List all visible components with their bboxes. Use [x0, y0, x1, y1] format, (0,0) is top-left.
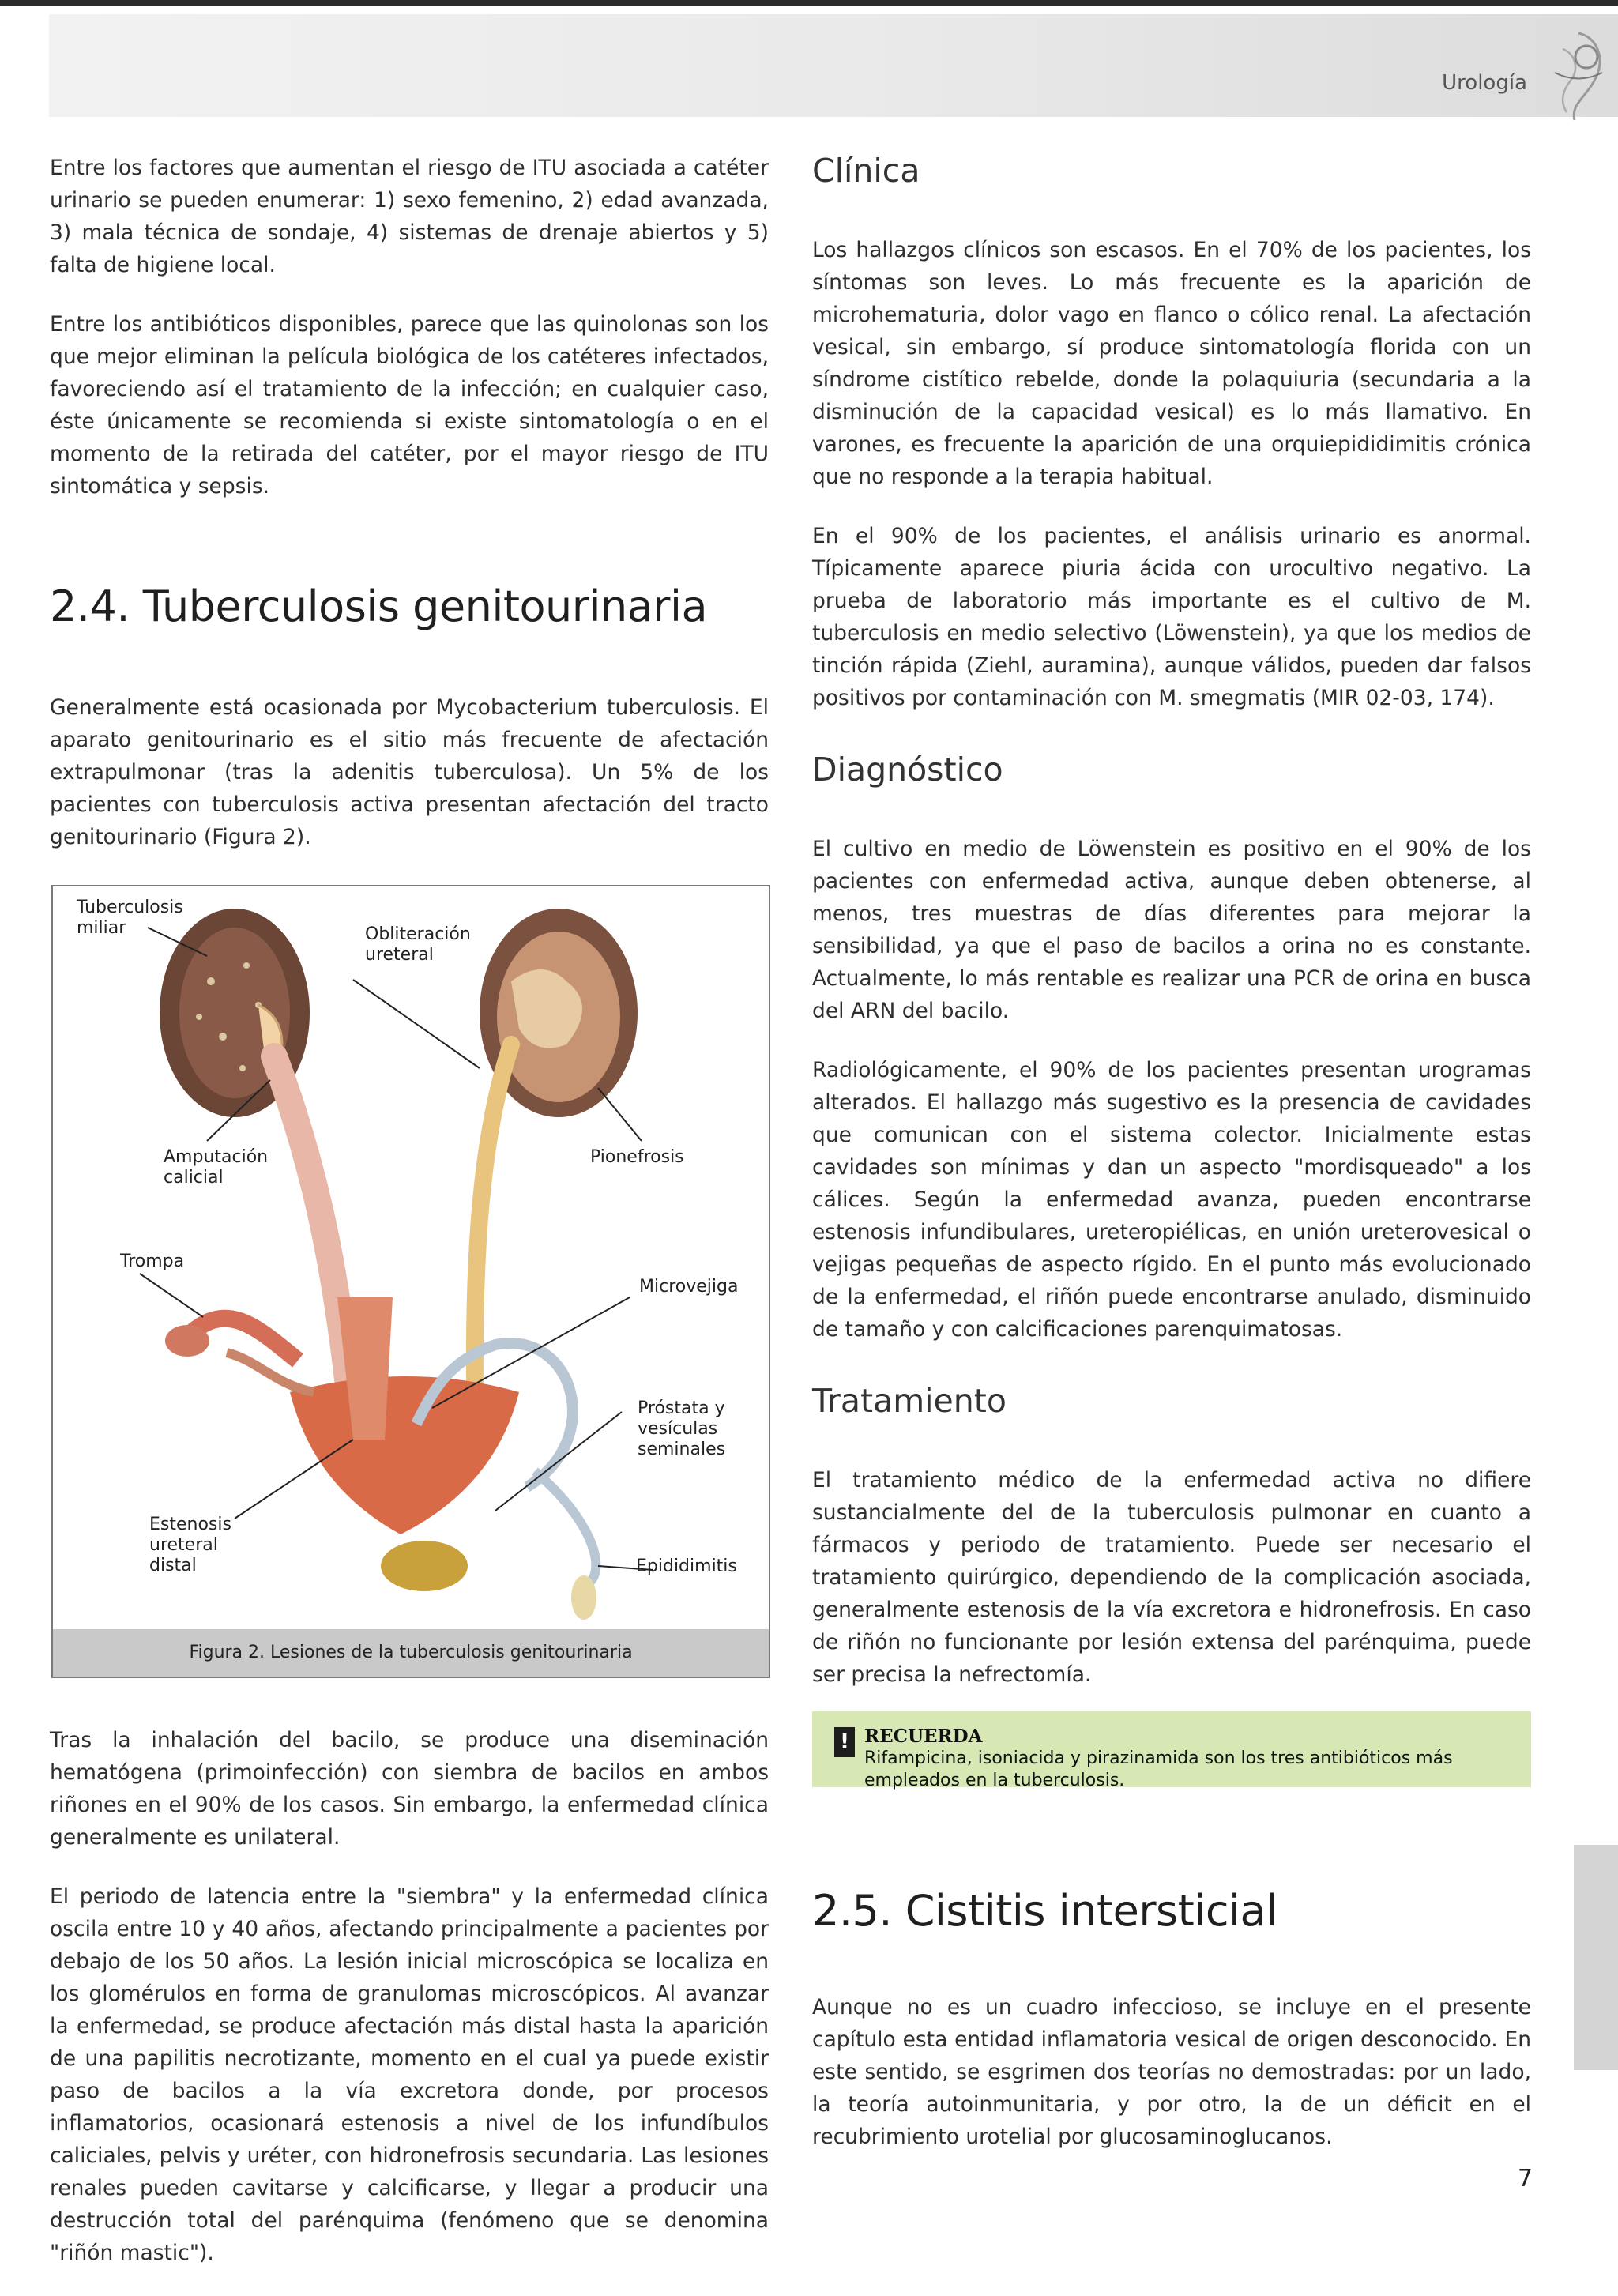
label-trompa: Trompa	[120, 1252, 185, 1271]
decorative-logo-icon	[1531, 25, 1610, 128]
label-pionefrosis: Pionefrosis	[590, 1147, 684, 1167]
side-tab	[1574, 1845, 1618, 2070]
left-column	[50, 152, 769, 2296]
label-microvejiga: Microvejiga	[639, 1277, 739, 1297]
recuerda-box	[812, 1711, 1531, 1790]
label-prostata: Próstata y vesículas seminales	[638, 1398, 726, 1459]
label-estenosis-ureteral: Estenosis ureteral distal	[149, 1515, 231, 1575]
paragraph-latency: El periodo de latencia entre la "siembra" y la enfermedad clínica oscila entre 10 y 40 años, afectando principalmente a pacientes por debajo de los 50 años. La lesión inicial microscópica se localiza en los glomérulos en forma de granulomas microscópicos. Al avanzar la enfermedad, se produce afectación más distal hasta la aparición de una papilitis necrotizante, momento en el cual ya puede existir paso de bacilos a la vía excretora donde, por procesos inflamatorios, ocasionará estenosis a nivel de los infundíbulos caliciales, pelvis y uréter, con hidronefrosis secundaria. Las lesiones renales pueden cavitarse y calcificarse, y llegar a producir una destrucción total del parénquima (fenómeno que se denomina "riñón mastic").	[50, 1884, 769, 2265]
recuerda-title: RECUERDA	[864, 1726, 983, 1747]
recuerda-text: Rifampicina, isoniacida y pirazinamida son los tres antibióticos más empleados en la tuberculosis.	[864, 1748, 1453, 1790]
heading-tratamiento: Tratamiento	[812, 1382, 1007, 1420]
label-epididimitis: Epididimitis	[636, 1556, 737, 1576]
figure-2	[51, 885, 770, 1678]
paragraph-dissemination: Tras la inhalación del bacilo, se produce una diseminación hematógena (primoinfección) con siembra de bacilos en ambos riñones en el 90% de los casos. Sin embargo, la enfermedad clínica generalmente es unilateral.	[50, 1728, 769, 1850]
paragraph-tb-intro: Generalmente está ocasionada por Mycobacterium tuberculosis. El aparato genitourinario es el sitio más frecuente de afectación extrapulmonar (tras la adenitis tuberculosa). Un 5% de los pacientes con tuberculosis activa presentan afectación del tracto genitourinario (Figura 2).	[50, 695, 769, 849]
right-column	[812, 152, 1531, 2180]
exclamation-icon: !	[834, 1727, 855, 1757]
label-amputacion-calicial: Amputación calicial	[164, 1147, 269, 1188]
paragraph-catheter-factors: Entre los factores que aumentan el riesgo de ITU asociada a catéter urinario se pueden enumerar: 1) sexo femenino, 2) edad avanzada, 3) mala técnica de sondaje, 4) sistemas de drenaje abiertos y 5) falta de higiene local.	[50, 156, 769, 277]
heading-cistitis: 2.5. Cistitis intersticial	[812, 1886, 1277, 1936]
heading-diagnostico: Diagnóstico	[812, 751, 1003, 789]
heading-clinica: Clínica	[812, 152, 920, 190]
figure-caption: Figura 2. Lesiones de la tuberculosis genitourinaria	[53, 1629, 769, 1677]
paragraph-radiologia: Radiológicamente, el 90% de los pacientes presentan urogramas alterados. El hallazgo más sugestivo es la presencia de cavidades que comunican con el sistema colector. Inicialmente estas cavidades son mínimas y dan un aspecto "mordisqueado" a los cálices. Según la enfermedad avanza, pueden encontrarse estenosis infundibulares, ureteropiélicas, en unión ureterovesical o vejigas pequeñas de aspecto rígido. En el punto más evolucionado de la enfermedad, el riñón puede encontrarse anulado, disminuido de tamaño y con calcificaciones parenquimatosas.	[812, 1058, 1531, 1342]
label-obliteracion-ureteral: Obliteración ureteral	[365, 924, 471, 965]
page-number: 7	[1517, 2165, 1533, 2192]
heading-tuberculosis: 2.4. Tuberculosis genitourinaria	[50, 582, 708, 631]
section-title: Urología	[1442, 71, 1527, 95]
top-rule	[0, 0, 1618, 6]
paragraph-analisis: En el 90% de los pacientes, el análisis urinario es anormal. Típicamente aparece piuria ácida con urocultivo negativo. La prueba de laboratorio más importante es el cultivo de M. tuberculosis en medio selectivo (Löwenstein), ya que los medios de tinción rápida (Ziehl, auramina), aunque válidos, pueden dar falsos positivos por contaminación con M. smegmatis (MIR 02-03, 174).	[812, 524, 1531, 710]
header-band	[49, 14, 1618, 117]
label-tuberculosis-miliar: Tuberculosis miliar	[77, 898, 183, 938]
paragraph-cultivo: El cultivo en medio de Löwenstein es positivo en el 90% de los pacientes con enfermedad activa, aunque deben obtenerse, al menos, tres muestras de días diferentes para mejorar la sensibilidad, ya que el paso de bacilos a orina no es constante. Actualmente, lo más rentable es realizar una PCR de orina en busca del ARN del bacilo.	[812, 837, 1531, 1023]
paragraph-antibiotics: Entre los antibióticos disponibles, parece que las quinolonas son los que mejor eliminan la película biológica de los catéteres infectados, favoreciendo así el tratamiento de la infección; en cualquier caso, éste únicamente se recomienda si existe sintomatología o en el momento de la retirada del catéter, por el mayor riesgo de ITU sintomática y sepsis.	[50, 312, 769, 499]
paragraph-clinica: Los hallazgos clínicos son escasos. En el 70% de los pacientes, los síntomas son leves. Lo más frecuente es la aparición de microhematuria, dolor vago en flanco o cólico renal. La afectación vesical, sin embargo, sí produce sintomatología florida con un síndrome cistítico rebelde, donde la polaquiuria (secundaria a la disminución de la capacidad vesical) es lo más llamativo. En varones, es frecuente la aparición de una orquiepididimitis crónica que no responde a la terapia habitual.	[812, 238, 1531, 489]
paragraph-cistitis: Aunque no es un cuadro infeccioso, se incluye en el presente capítulo esta entidad inflamatoria vesical de origen desconocido. En este sentido, se esgrimen dos teorías no demostradas: por un lado, la teoría autoinmunitaria, y por otro, la de un déficit en el recubrimiento urotelial por glucosaminoglucanos.	[812, 1995, 1531, 2149]
paragraph-tratamiento: El tratamiento médico de la enfermedad activa no difiere sustancialmente del de la tuberculosis pulmonar en cuanto a fármacos y periodo de tratamiento. Puede ser necesario el tratamiento quirúrgico, dependiendo de la complicación asociada, generalmente estenosis de la vía excretora e hidronefrosis. En caso de riñón no funcionante por lesión extensa del parénquima, puede ser precisa la nefrectomía.	[812, 1468, 1531, 1687]
